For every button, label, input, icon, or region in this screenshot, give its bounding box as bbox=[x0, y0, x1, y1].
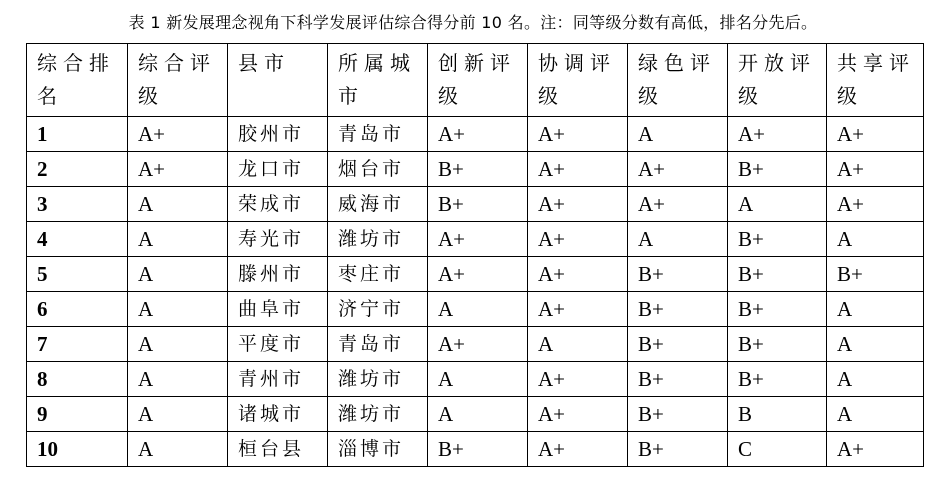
openness-cell: B+ bbox=[728, 362, 827, 397]
overall-grade-cell: A bbox=[128, 292, 228, 327]
header-sharing: 共享评级 bbox=[827, 44, 924, 117]
overall-grade-cell: A bbox=[128, 257, 228, 292]
header-county: 县市 bbox=[228, 44, 328, 117]
green-cell: A+ bbox=[628, 152, 728, 187]
rank-cell: 8 bbox=[27, 362, 128, 397]
innovation-cell: A+ bbox=[428, 117, 528, 152]
header-openness: 开放评级 bbox=[728, 44, 827, 117]
rank-cell: 1 bbox=[27, 117, 128, 152]
city-cell: 青岛市 bbox=[328, 117, 428, 152]
coordination-cell: A+ bbox=[528, 292, 628, 327]
city-cell: 威海市 bbox=[328, 187, 428, 222]
green-cell: B+ bbox=[628, 397, 728, 432]
green-cell: B+ bbox=[628, 432, 728, 467]
overall-grade-cell: A bbox=[128, 397, 228, 432]
green-cell: B+ bbox=[628, 292, 728, 327]
openness-cell: A bbox=[728, 187, 827, 222]
city-cell: 青岛市 bbox=[328, 327, 428, 362]
coordination-cell: A bbox=[528, 327, 628, 362]
innovation-cell: B+ bbox=[428, 432, 528, 467]
rank-cell: 3 bbox=[27, 187, 128, 222]
county-cell: 胶州市 bbox=[228, 117, 328, 152]
rank-cell: 9 bbox=[27, 397, 128, 432]
openness-cell: A+ bbox=[728, 117, 827, 152]
county-cell: 平度市 bbox=[228, 327, 328, 362]
city-cell: 枣庄市 bbox=[328, 257, 428, 292]
innovation-cell: A+ bbox=[428, 327, 528, 362]
table-caption: 表 1 新发展理念视角下科学发展评估综合得分前 10 名。注：同等级分数有高低，排名分先后。 bbox=[128, 13, 818, 32]
coordination-cell: A+ bbox=[528, 397, 628, 432]
openness-cell: B+ bbox=[728, 222, 827, 257]
table-row bbox=[27, 327, 924, 362]
green-cell: B+ bbox=[628, 327, 728, 362]
city-cell: 烟台市 bbox=[328, 152, 428, 187]
rank-cell: 6 bbox=[27, 292, 128, 327]
green-cell: A+ bbox=[628, 187, 728, 222]
sharing-cell: A+ bbox=[827, 187, 924, 222]
sharing-cell: A+ bbox=[827, 432, 924, 467]
city-cell: 淄博市 bbox=[328, 432, 428, 467]
header-coordination: 协调评级 bbox=[528, 44, 628, 117]
city-cell: 潍坊市 bbox=[328, 222, 428, 257]
sharing-cell: A+ bbox=[827, 117, 924, 152]
county-cell: 荣成市 bbox=[228, 187, 328, 222]
city-cell: 潍坊市 bbox=[328, 362, 428, 397]
openness-cell: B bbox=[728, 397, 827, 432]
rank-cell: 2 bbox=[27, 152, 128, 187]
sharing-cell: A bbox=[827, 222, 924, 257]
county-cell: 青州市 bbox=[228, 362, 328, 397]
green-cell: A bbox=[628, 222, 728, 257]
green-cell: B+ bbox=[628, 362, 728, 397]
openness-cell: B+ bbox=[728, 257, 827, 292]
coordination-cell: A+ bbox=[528, 117, 628, 152]
innovation-cell: B+ bbox=[428, 187, 528, 222]
green-cell: A bbox=[628, 117, 728, 152]
sharing-cell: B+ bbox=[827, 257, 924, 292]
header-green: 绿色评级 bbox=[628, 44, 728, 117]
rank-cell: 4 bbox=[27, 222, 128, 257]
overall-grade-cell: A bbox=[128, 432, 228, 467]
coordination-cell: A+ bbox=[528, 222, 628, 257]
innovation-cell: A+ bbox=[428, 222, 528, 257]
innovation-cell: A+ bbox=[428, 257, 528, 292]
innovation-cell: B+ bbox=[428, 152, 528, 187]
rank-cell: 5 bbox=[27, 257, 128, 292]
innovation-cell: A bbox=[428, 362, 528, 397]
sharing-cell: A+ bbox=[827, 152, 924, 187]
city-cell: 潍坊市 bbox=[328, 397, 428, 432]
coordination-cell: A+ bbox=[528, 257, 628, 292]
header-row bbox=[27, 44, 924, 117]
coordination-cell: A+ bbox=[528, 152, 628, 187]
county-cell: 滕州市 bbox=[228, 257, 328, 292]
header-innovation: 创新评级 bbox=[428, 44, 528, 117]
sharing-cell: A bbox=[827, 362, 924, 397]
innovation-cell: A bbox=[428, 292, 528, 327]
header-city: 所属城市 bbox=[328, 44, 428, 117]
coordination-cell: A+ bbox=[528, 187, 628, 222]
table-row bbox=[27, 432, 924, 467]
overall-grade-cell: A+ bbox=[128, 117, 228, 152]
table-row bbox=[27, 187, 924, 222]
header-rank: 综合排名 bbox=[27, 44, 128, 117]
header-overall-grade: 综合评级 bbox=[128, 44, 228, 117]
overall-grade-cell: A+ bbox=[128, 152, 228, 187]
table-row bbox=[27, 117, 924, 152]
overall-grade-cell: A bbox=[128, 327, 228, 362]
table-row bbox=[27, 397, 924, 432]
county-cell: 曲阜市 bbox=[228, 292, 328, 327]
county-cell: 寿光市 bbox=[228, 222, 328, 257]
table-row bbox=[27, 257, 924, 292]
innovation-cell: A bbox=[428, 397, 528, 432]
county-cell: 桓台县 bbox=[228, 432, 328, 467]
table-row bbox=[27, 292, 924, 327]
table-row bbox=[27, 222, 924, 257]
openness-cell: B+ bbox=[728, 292, 827, 327]
table-row bbox=[27, 362, 924, 397]
city-cell: 济宁市 bbox=[328, 292, 428, 327]
table-row bbox=[27, 152, 924, 187]
rank-cell: 7 bbox=[27, 327, 128, 362]
coordination-cell: A+ bbox=[528, 432, 628, 467]
overall-grade-cell: A bbox=[128, 187, 228, 222]
overall-grade-cell: A bbox=[128, 222, 228, 257]
sharing-cell: A bbox=[827, 327, 924, 362]
openness-cell: C bbox=[728, 432, 827, 467]
coordination-cell: A+ bbox=[528, 362, 628, 397]
sharing-cell: A bbox=[827, 292, 924, 327]
county-cell: 龙口市 bbox=[228, 152, 328, 187]
sharing-cell: A bbox=[827, 397, 924, 432]
county-cell: 诸城市 bbox=[228, 397, 328, 432]
overall-grade-cell: A bbox=[128, 362, 228, 397]
rank-cell: 10 bbox=[27, 432, 128, 467]
green-cell: B+ bbox=[628, 257, 728, 292]
openness-cell: B+ bbox=[728, 152, 827, 187]
ranking-table bbox=[26, 43, 924, 467]
openness-cell: B+ bbox=[728, 327, 827, 362]
